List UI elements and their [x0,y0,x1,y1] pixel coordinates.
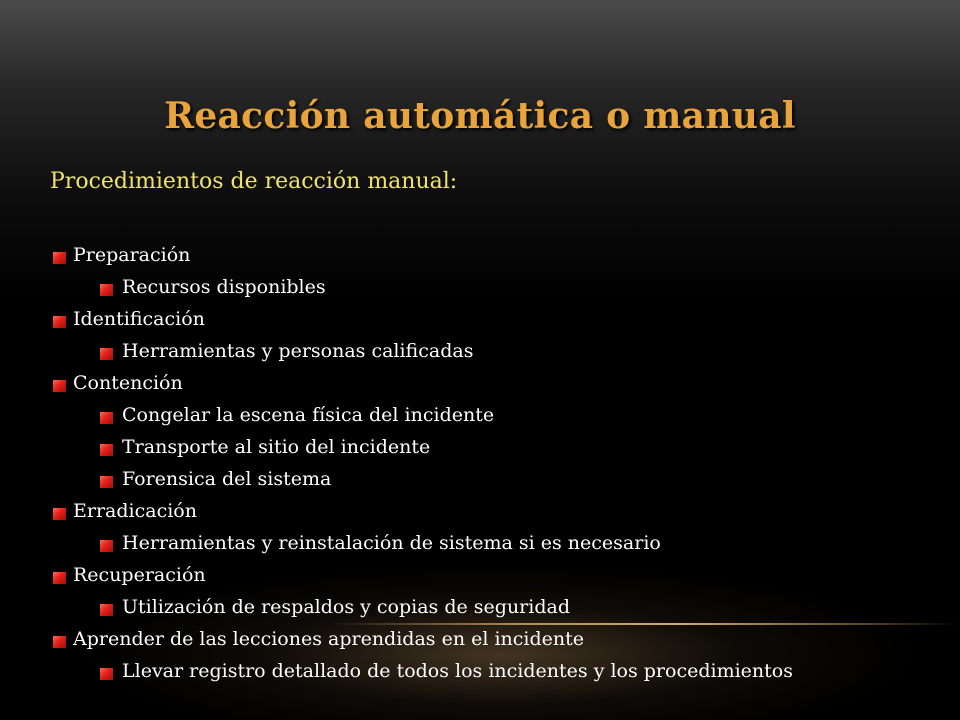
list-item-text: Recuperación [73,564,206,586]
red-square-bullet-icon [53,508,66,520]
list-item [0,562,960,594]
red-square-bullet-icon [100,668,113,680]
list-subitem [0,402,960,434]
list-subitem [0,594,960,626]
red-square-bullet-icon [53,316,66,328]
red-square-bullet-icon [100,540,113,552]
list-item-text: Preparación [73,244,191,266]
red-square-bullet-icon [53,636,66,648]
list-subitem-text: Congelar la escena física del incidente [122,404,495,426]
list-subitem-text: Llevar registro detallado de todos los incidentes y los procedimientos [122,660,793,682]
list-subitem [0,466,960,498]
red-square-bullet-icon [100,444,113,456]
list-subitem-text: Recursos disponibles [122,276,326,298]
red-square-bullet-icon [100,476,113,488]
list-subitem-text: Transporte al sitio del incidente [122,436,431,458]
red-square-bullet-icon [100,412,113,424]
list-subitem [0,274,960,306]
red-square-bullet-icon [53,572,66,584]
list-item [0,242,960,274]
red-square-bullet-icon [53,252,66,264]
list-subitem [0,658,960,690]
list-item [0,498,960,530]
list-item [0,306,960,338]
list-subitem [0,530,960,562]
list-item-text: Contención [73,372,183,394]
list-subitem-text: Herramientas y reinstalación de sistema si es necesario [122,532,661,554]
bullet-list [0,242,960,690]
red-square-bullet-icon [100,604,113,616]
list-subitem [0,434,960,466]
list-item [0,626,960,658]
list-item-text: Identificación [73,308,205,330]
list-item-text: Aprender de las lecciones aprendidas en el incidente [73,628,585,650]
list-subitem-text: Herramientas y personas calificadas [122,340,474,362]
red-square-bullet-icon [100,348,113,360]
red-square-bullet-icon [100,284,113,296]
list-item [0,370,960,402]
red-square-bullet-icon [53,380,66,392]
slide-title: Reacción automática o manual [164,95,796,137]
list-subitem-text: Utilización de respaldos y copias de seguridad [122,596,570,618]
list-item-text: Erradicación [73,500,197,522]
slide-subtitle: Procedimientos de reacción manual: [50,169,458,194]
list-subitem-text: Forensica del sistema [122,468,332,490]
list-subitem [0,338,960,370]
